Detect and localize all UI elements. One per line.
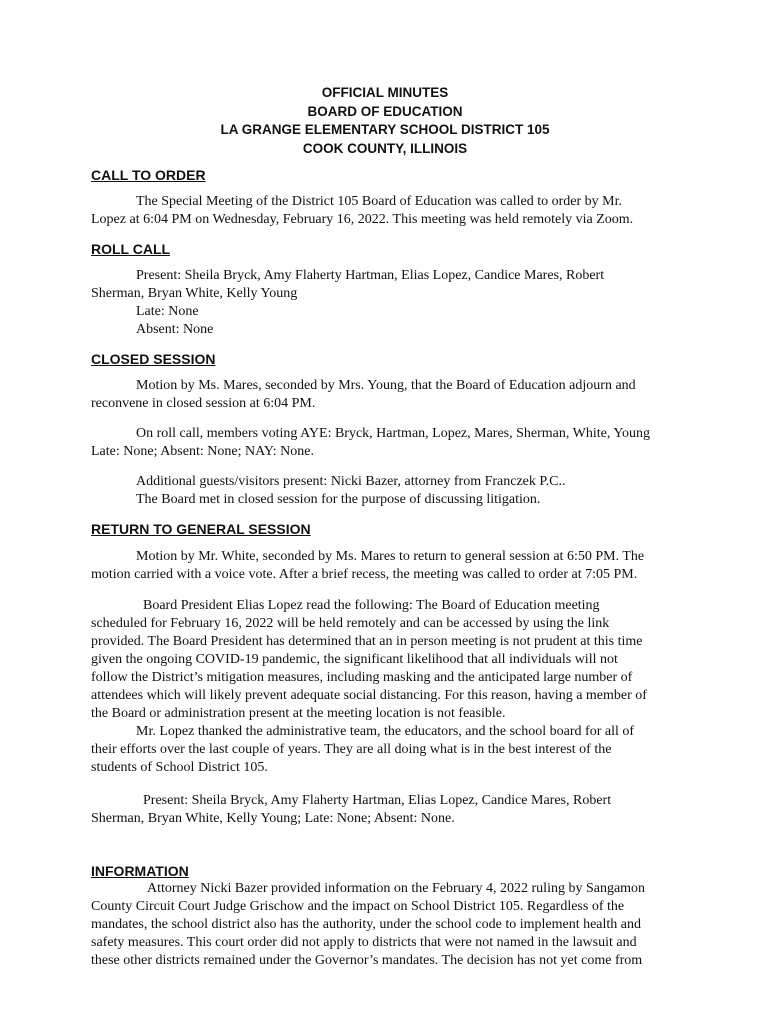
heading-return-to-general-session: RETURN TO GENERAL SESSION xyxy=(91,521,311,537)
closed-session-purpose: The Board met in closed session for the purpose of discussing litigation. xyxy=(136,492,541,507)
return-motion-line-2: motion carried with a voice vote. After a brief recess, the meeting was called to order at 7:05 PM. xyxy=(91,567,638,582)
title-line-2: BOARD OF EDUCATION xyxy=(307,103,463,119)
title-line-4: COOK COUNTY, ILLINOIS xyxy=(302,140,468,156)
document-title xyxy=(0,84,770,158)
information-line-1: Attorney Nicki Bazer provided information on the February 4, 2022 ruling by Sangamon xyxy=(147,881,646,896)
closed-session-vote-line-2: Late: None; Absent: None; NAY: None. xyxy=(91,444,314,459)
closed-session-motion-line-2: reconvene in closed session at 6:04 PM. xyxy=(91,396,316,411)
thanks-line-2: their efforts over the last couple of years. They are all doing what is in the best interest of the xyxy=(91,742,612,757)
statement-line-4: given the ongoing COVID-19 pandemic, the significant likelihood that all individuals will not xyxy=(91,652,618,667)
present-line-1: Present: Sheila Bryck, Amy Flaherty Hartman, Elias Lopez, Candice Mares, Robert xyxy=(143,793,612,808)
present-line-2: Sherman, Bryan White, Kelly Young; Late: None; Absent: None. xyxy=(91,811,455,826)
thanks-line-1: Mr. Lopez thanked the administrative team, the educators, and the school board for all of xyxy=(136,724,635,739)
statement-line-1: Board President Elias Lopez read the following: The Board of Education meeting xyxy=(143,598,600,613)
information-line-4: safety measures. This court order did not apply to districts that were not named in the lawsuit and xyxy=(91,935,637,950)
title-line-3: LA GRANGE ELEMENTARY SCHOOL DISTRICT 105 xyxy=(220,122,550,137)
closed-session-vote-line-1: On roll call, members voting AYE: Bryck, Hartman, Lopez, Mares, Sherman, White, Young xyxy=(136,426,651,441)
roll-call-late: Late: None xyxy=(136,304,199,319)
information-line-5: these other districts remained under the Governor’s mandates. The decision has not yet come from xyxy=(91,953,643,968)
roll-call-line-1: Present: Sheila Bryck, Amy Flaherty Hartman, Elias Lopez, Candice Mares, Robert xyxy=(136,268,605,283)
statement-line-7: the Board or administration present at the meeting location is not feasible. xyxy=(91,706,506,721)
information-line-3: mandates, the school district also has the authority, under the school code to implement health and xyxy=(91,917,642,932)
statement-line-3: provided. The Board President has determined that an in person meeting is not prudent at this time xyxy=(91,634,643,649)
heading-call-to-order: CALL TO ORDER xyxy=(91,167,206,183)
heading-closed-session: CLOSED SESSION xyxy=(91,351,216,367)
call-to-order-line-2: Lopez at 6:04 PM on Wednesday, February 16, 2022. This meeting was held remotely via Zoom. xyxy=(91,212,634,227)
heading-information: INFORMATION xyxy=(91,863,189,879)
closed-session-motion-line-1: Motion by Ms. Mares, seconded by Mrs. Young, that the Board of Education adjourn and xyxy=(136,378,636,393)
roll-call-line-2: Sherman, Bryan White, Kelly Young xyxy=(91,286,298,301)
statement-line-6: attendees which will likely prevent adequate social distancing. For this reason, having a member of xyxy=(91,688,647,703)
heading-roll-call: ROLL CALL xyxy=(91,241,171,257)
closed-session-guests: Additional guests/visitors present: Nicki Bazer, attorney from Franczek P.C.. xyxy=(136,474,566,489)
statement-line-2: scheduled for February 16, 2022 will be held remotely and can be accessed by using the link xyxy=(91,616,610,631)
title-line-1: OFFICIAL MINUTES xyxy=(321,85,449,100)
call-to-order-line-1: The Special Meeting of the District 105 Board of Education was called to order by Mr. xyxy=(136,194,622,209)
information-line-2: County Circuit Court Judge Grischow and the impact on School District 105. Regardless of the xyxy=(91,899,625,914)
return-motion-line-1: Motion by Mr. White, seconded by Ms. Mares to return to general session at 6:50 PM. The xyxy=(136,549,645,564)
statement-line-5: follow the District’s mitigation measures, including masking and the anticipated large number of xyxy=(91,670,633,685)
thanks-line-3: students of School District 105. xyxy=(91,760,268,775)
roll-call-absent: Absent: None xyxy=(136,322,214,337)
